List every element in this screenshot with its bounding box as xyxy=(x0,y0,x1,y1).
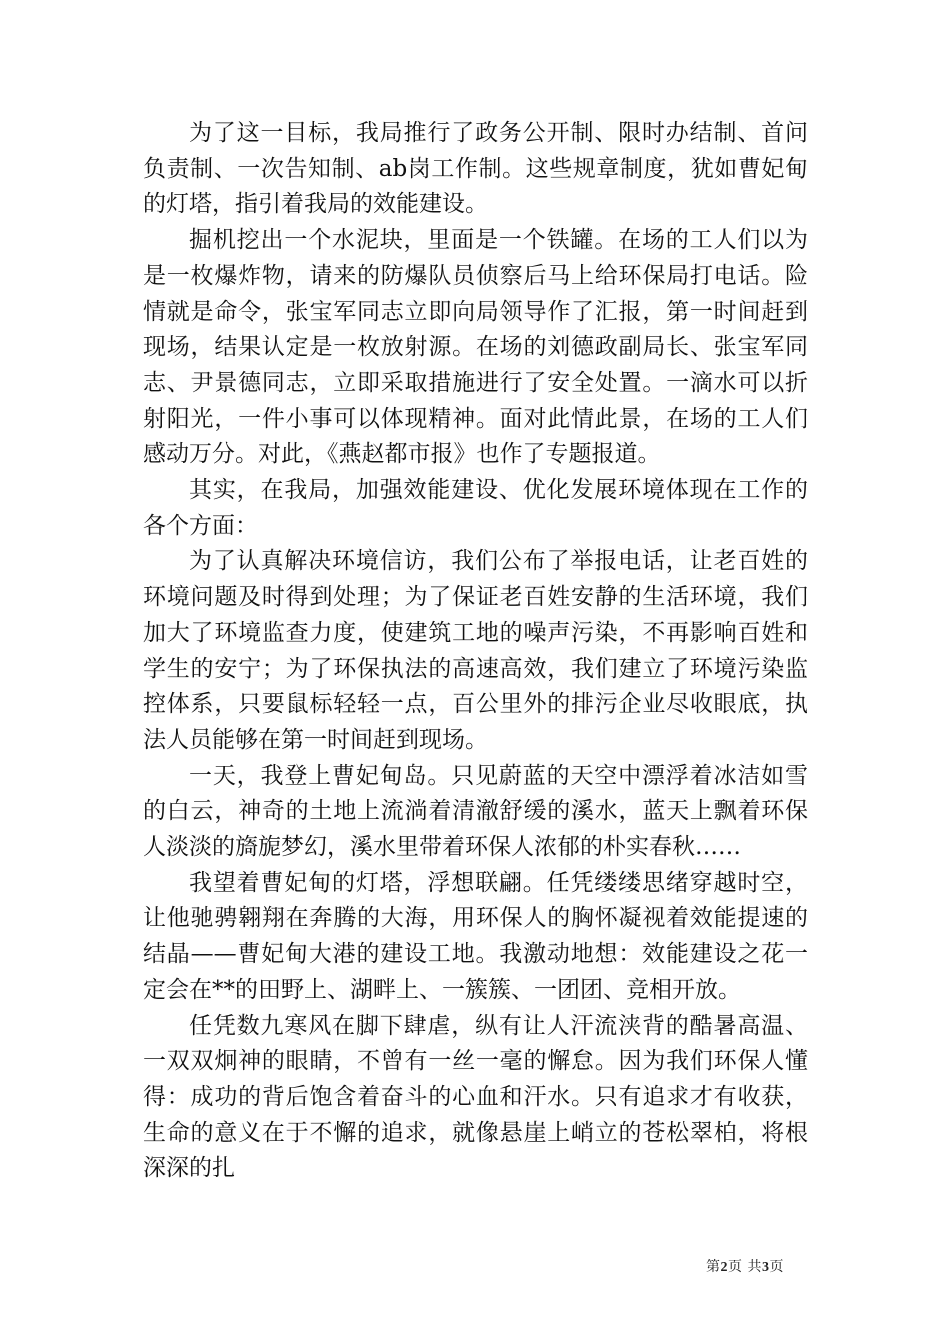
page-footer xyxy=(0,1256,950,1276)
paragraph: 一天，我登上曹妃甸岛。只见蔚蓝的天空中漂浮着冰洁如雪的白云，神奇的土地上流淌着清澈舒缓的溪水，蓝天上飘着环保人淡淡的旖旎梦幻，溪水里带着环保人浓郁的朴实春秋…… xyxy=(143,762,808,861)
current-page-number: 2 xyxy=(720,1260,729,1275)
paragraph: 其实，在我局，加强效能建设、优化发展环境体现在工作的各个方面： xyxy=(143,477,808,539)
paragraph: 为了认真解决环境信访，我们公布了举报电话，让老百姓的环境问题及时得到处理；为了保证老百姓安静的生活环境，我们加大了环境监查力度，使建筑工地的噪声污染，不再影响百姓和学生的安宁；为了环保执法的高速高效，我们建立了环境污染监控体系，只要鼠标轻轻一点，百公里外的排污企业尽收眼底，执法人员能够在第一时间赶到现场。 xyxy=(143,548,808,753)
paragraph: 掘机挖出一个水泥块，里面是一个铁罐。在场的工人们以为是一枚爆炸物，请来的防爆队员侦察后马上给环保局打电话。险情就是命令，张宝军同志立即向局领导作了汇报，第一时间赶到现场，结果认定是一枚放射源。在场的刘德政副局长、张宝军同志、尹景德同志，立即采取措施进行了安全处置。一滴水可以折射阳光，一件小事可以体现精神。面对此情此景，在场的工人们感动万分。对此，《燕赵都市报》也作了专题报道。 xyxy=(143,227,808,468)
footer-suffix: 页 xyxy=(769,1259,784,1275)
paragraph: 为了这一目标，我局推行了政务公开制、限时办结制、首问负责制、一次告知制、ab岗工作制。这些规章制度，犹如曹妃甸的灯塔，指引着我局的效能建设。 xyxy=(143,120,808,218)
paragraph: 我望着曹妃甸的灯塔，浮想联翩。任凭缕缕思绪穿越时空，让他驰骋翱翔在奔腾的大海，用环保人的胸怀凝视着效能提速的结晶——曹妃甸大港的建设工地。我激动地想：效能建设之花一定会在**的田野上、湖畔上、一簇簇、一团团、竞相开放。 xyxy=(143,869,808,1003)
footer-middle: 页 共 xyxy=(728,1259,762,1275)
paragraph: 任凭数九寒风在脚下肆虐，纵有让人汗流浃背的酷暑高温、一双双炯神的眼睛，不曾有一丝一毫的懈怠。因为我们环保人懂得：成功的背后饱含着奋斗的心血和汗水。只有追求才有收获，生命的意义在于不懈的追求，就像悬崖上峭立的苍松翠柏，将根深深的扎 xyxy=(143,1012,808,1182)
total-page-number: 3 xyxy=(761,1260,770,1275)
footer-prefix: 第 xyxy=(706,1259,721,1275)
document-body xyxy=(143,116,808,1187)
